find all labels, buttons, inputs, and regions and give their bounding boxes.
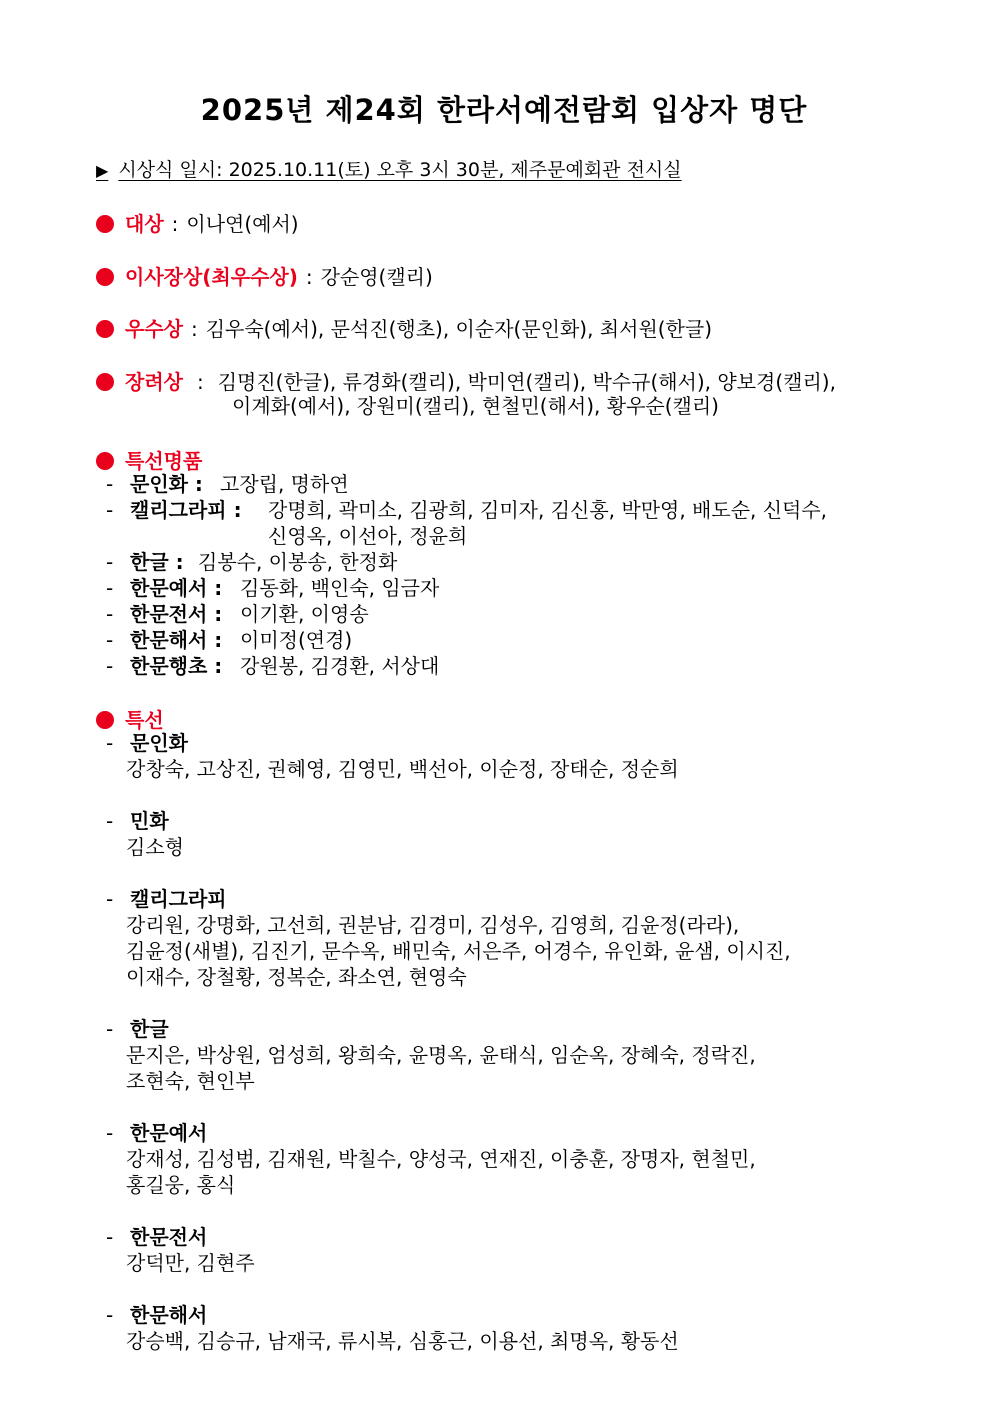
category-label: 문인화 [130, 731, 188, 755]
red-bullet-icon [96, 215, 114, 233]
name-line: 조현숙, 현인부 [126, 1069, 255, 1093]
category-label: 한문행초 : [130, 654, 223, 678]
name-line: 신영옥, 이선아, 정윤희 [268, 524, 468, 548]
list-dash: - [106, 809, 114, 833]
name-line: 이기환, 이영송 [240, 602, 369, 626]
category-label: 캘리그라피 : [130, 498, 242, 522]
category-label: 한문전서 [130, 1225, 208, 1249]
award-winners: 이나연(예서) [186, 212, 299, 236]
list-dash: - [106, 1017, 114, 1041]
category-label: 한문예서 : [130, 576, 223, 600]
name-line: 고장립, 명하연 [220, 472, 349, 496]
category-label: 캘리그라피 [130, 887, 227, 911]
list-dash: - [106, 654, 114, 678]
name-line: 김소형 [126, 835, 184, 859]
list-dash: - [106, 472, 114, 496]
name-line: 강원봉, 김경환, 서상대 [240, 654, 440, 678]
ceremony-text: 시상식 일시: 2025.10.11(토) 오후 3시 30분, 제주문예회관 전시실 [118, 159, 682, 181]
name-line: 홍길웅, 홍식 [126, 1173, 236, 1197]
award-winners-line1: 김명진(한글), 류경화(캘리), 박미연(캘리), 박수규(해서), 양보경(캘리), [217, 370, 836, 394]
section-special [96, 704, 164, 733]
name-line: 김동화, 백인숙, 임금자 [240, 576, 440, 600]
award-name: 장려상 [125, 370, 183, 394]
section-heading: 특선 [125, 708, 164, 732]
award-excellence [96, 313, 712, 342]
award-name: 이사장상(최우수상) [125, 265, 298, 289]
award-winners-line2: 이계화(예서), 장원미(캘리), 현철민(해서), 황우순(캘리) [232, 394, 719, 418]
award-name: 우수상 [125, 317, 183, 341]
category-label: 한문해서 [130, 1303, 208, 1327]
name-line: 김봉수, 이봉송, 한정화 [198, 550, 398, 574]
name-line: 강덕만, 김현주 [126, 1251, 255, 1275]
name-line: 김윤정(새별), 김진기, 문수옥, 배민숙, 서은주, 어경수, 유인화, 윤샘, 이시진, [126, 939, 791, 963]
award-encouragement [96, 366, 836, 395]
list-dash: - [106, 887, 114, 911]
page-title: 2025년 제24회 한라서예전람회 입상자 명단 [200, 93, 808, 127]
award-colon: : [171, 212, 179, 236]
red-bullet-icon [96, 452, 114, 470]
list-dash: - [106, 576, 114, 600]
section-heading: 특선명품 [125, 449, 203, 473]
red-bullet-icon [96, 711, 114, 729]
award-colon: : [196, 370, 204, 394]
list-dash: - [106, 550, 114, 574]
name-line: 이재수, 장철황, 정복순, 좌소연, 현영숙 [126, 965, 467, 989]
category-label: 한글 [130, 1017, 169, 1041]
award-grand [96, 208, 299, 237]
red-bullet-icon [96, 268, 114, 286]
category-label: 한글 : [130, 550, 184, 574]
category-label: 한문예서 [130, 1121, 208, 1145]
award-chairman [96, 261, 433, 290]
category-label: 민화 [130, 809, 169, 833]
section-special-masterpiece [96, 445, 202, 474]
list-dash: - [106, 628, 114, 652]
category-label: 문인화 : [130, 472, 203, 496]
ceremony-info [96, 155, 682, 182]
triangle-right-icon: ▶ [96, 161, 109, 180]
name-line: 강승백, 김승규, 남재국, 류시복, 심홍근, 이용선, 최명옥, 황동선 [126, 1329, 679, 1353]
red-bullet-icon [96, 320, 114, 338]
category-label: 한문전서 : [130, 602, 223, 626]
list-dash: - [106, 731, 114, 755]
list-dash: - [106, 498, 114, 522]
list-dash: - [106, 602, 114, 626]
list-dash: - [106, 1225, 114, 1249]
award-winners: 강순영(캘리) [320, 265, 433, 289]
list-dash: - [106, 1303, 114, 1327]
name-line: 문지은, 박상원, 엄성희, 왕희숙, 윤명옥, 윤태식, 임순옥, 장혜숙, 정락진, [126, 1043, 756, 1067]
red-bullet-icon [96, 373, 114, 391]
name-line: 강재성, 김성범, 김재원, 박칠수, 양성국, 연재진, 이충훈, 장명자, 현철민, [126, 1147, 756, 1171]
name-line: 강명희, 곽미소, 김광희, 김미자, 김신홍, 박만영, 배도순, 신덕수, [268, 498, 828, 522]
award-name: 대상 [125, 212, 164, 236]
name-line: 강창숙, 고상진, 권혜영, 김영민, 백선아, 이순정, 장태순, 정순희 [126, 757, 679, 781]
category-label: 한문해서 : [130, 628, 223, 652]
list-dash: - [106, 1121, 114, 1145]
award-colon: : [190, 317, 198, 341]
name-line: 강리원, 강명화, 고선희, 권분남, 김경미, 김성우, 김영희, 김윤정(라라), [126, 913, 740, 937]
award-colon: : [305, 265, 313, 289]
award-winners: 김우숙(예서), 문석진(행초), 이순자(문인화), 최서원(한글) [205, 317, 713, 341]
name-line: 이미정(연경) [240, 628, 353, 652]
